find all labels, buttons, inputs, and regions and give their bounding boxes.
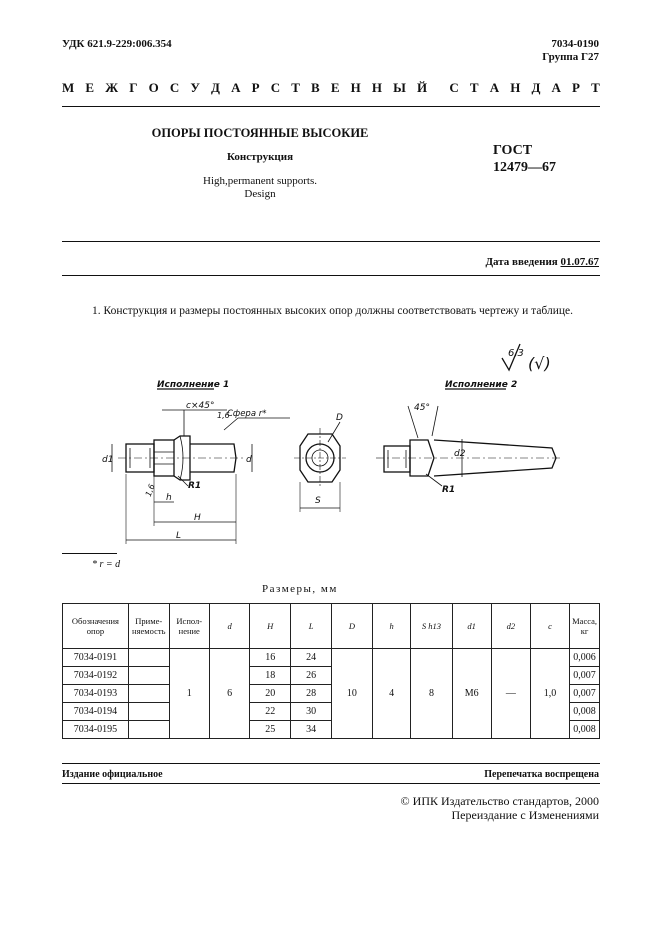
L-cell: 30 [291,703,332,721]
heading-letter: А [489,80,500,95]
version-1-label: Исполнение 1 [157,380,230,390]
heading-letter: Ы [393,80,406,95]
table-caption: Размеры, мм [262,583,338,595]
english-title-line-2: Design [244,188,276,200]
heading-letter: Т [591,80,600,95]
L-cell: 28 [291,685,332,703]
designation-cell: 7034-0191 [63,649,129,667]
col-D: D [332,604,373,649]
v2-radius-r1: R1 [442,485,456,495]
standard-code-block [542,38,599,64]
applicability-cell [128,721,169,739]
d2-cell: — [491,649,530,739]
heading-letter: Г [129,80,138,95]
official-edition: Издание официальное [62,769,163,780]
mass-cell: 0,008 [570,721,600,739]
heading-letter: Р [572,80,580,95]
divider [62,106,600,107]
copyright: © ИПК Издательство стандартов, 2000 [400,794,599,808]
heading-letter: О [148,80,159,95]
chamfer-label: c×45° [186,401,215,411]
standard-code: 7034-0190 [551,38,599,50]
reissue-note: Переиздание с Изменениями [451,808,599,822]
roughness-symbol [502,344,551,373]
introduction-date [485,256,599,268]
title-block [130,126,390,201]
heading-letter: У [190,80,200,95]
support-top-view [294,413,346,512]
divider [62,275,600,276]
heading-letter: А [551,80,561,95]
col-version: Испол-нение [169,604,209,649]
d-cell: 6 [209,649,249,739]
heading-letter: С [169,80,180,95]
H-cell: 20 [250,685,291,703]
col-H: H [250,604,291,649]
col-d1: d1 [452,604,491,649]
intro-date-value: 01.07.67 [560,256,599,268]
radius-r1: R1 [188,481,202,491]
heading-letter: Е [85,80,95,95]
heading-letter: А [231,80,241,95]
mass-cell: 0,007 [570,667,600,685]
footnote: * r = d [92,559,121,570]
roughness-value: 6,3 [508,348,524,359]
clause-1: 1. Конструкция и размеры постоянных высоких опор должны соответствовать чертежу и таблице. [92,305,574,317]
gost-number: 12479—67 [493,160,556,175]
heading-letter: Т [291,80,300,95]
c-cell: 1,0 [530,649,569,739]
col-d: d [209,604,249,649]
divider [62,783,600,784]
document-subtitle: Конструкция [226,151,294,163]
intro-date-label: Дата введения [485,256,558,268]
version-cell: 1 [169,649,209,739]
applicability-cell [128,667,169,685]
v2-chamfer-label: 45° [414,403,430,413]
sphere-label: Сфера r* [227,409,267,419]
angle-bottom-label: 1,6 [143,482,157,498]
dim-d: d [246,455,252,465]
heading-letter: В [311,80,320,95]
L-cell: 24 [291,649,332,667]
dim-d2: d2 [454,449,466,459]
dimensions-table [62,603,600,739]
heading-letter: Ж [105,80,119,95]
applicability-cell [128,703,169,721]
H-cell: 18 [250,667,291,685]
D-cell: 10 [332,649,373,739]
angle-label: 1,6 [217,411,230,420]
gost-label: ГОСТ [493,143,533,158]
roughness-check: (√) [528,354,551,373]
dim-d1: d1 [102,455,114,465]
col-mass: Масса, кг [570,604,600,649]
document-title: ОПОРЫ ПОСТОЯННЫЕ ВЫСОКИЕ [151,126,369,140]
col-c: c [530,604,569,649]
version-2-label: Исполнение 2 [445,380,518,390]
dim-H: H [194,513,201,523]
table-header-row [63,604,600,649]
designation-cell: 7034-0192 [63,667,129,685]
h-cell: 4 [372,649,411,739]
col-S: S h13 [411,604,452,649]
heading-letter: Д [531,80,541,95]
heading-letter: Д [211,80,220,95]
mass-cell: 0,008 [570,703,600,721]
support-version-2 [376,403,562,495]
support-version-1 [102,401,290,544]
heading-letter: Н [510,80,521,95]
dim-L: L [176,531,182,541]
heading-letter: Й [417,80,428,95]
dim-h: h [166,493,172,503]
group-code: Группа Г27 [542,51,599,63]
applicability-cell [128,649,169,667]
applicability-cell [128,685,169,703]
designation-cell: 7034-0193 [63,685,129,703]
L-cell: 26 [291,667,332,685]
table-row [63,649,600,667]
gost-number-block [493,142,556,176]
mass-cell: 0,007 [570,685,600,703]
heading-letter: М [62,80,75,95]
H-cell: 25 [250,721,291,739]
mass-cell: 0,006 [570,649,600,667]
col-d2: d2 [491,604,530,649]
L-cell: 34 [291,721,332,739]
designation-cell: 7034-0194 [63,703,129,721]
heading-letter: Н [371,80,382,95]
col-designation: Обозначения опор [63,604,129,649]
heading-letter: Н [350,80,361,95]
heading-letter: Р [251,80,260,95]
S-cell: 8 [411,649,452,739]
heading-letter: С [449,80,459,95]
designation-cell: 7034-0195 [63,721,129,739]
divider [62,241,600,242]
col-h: h [372,604,411,649]
col-L: L [291,604,332,649]
interstate-standard-heading [62,80,600,96]
technical-drawing [62,336,600,546]
copyright-block [401,794,599,822]
d1-cell: М6 [452,649,491,739]
heading-letter: С [270,80,281,95]
heading-letter: Е [330,80,340,95]
dim-D: D [336,413,343,423]
reprint-prohibited: Перепечатка воспрещена [484,769,599,780]
udc-code: УДК 621.9-229:006.354 [62,38,172,50]
dim-S: S [315,496,321,506]
col-applicability: Приме-няемость [128,604,169,649]
heading-letter: Т [469,80,479,95]
H-cell: 16 [250,649,291,667]
divider [62,763,600,764]
H-cell: 22 [250,703,291,721]
footnote-divider [62,553,117,554]
english-title-line-1: High,permanent supports. [203,175,317,187]
english-title [130,175,390,201]
